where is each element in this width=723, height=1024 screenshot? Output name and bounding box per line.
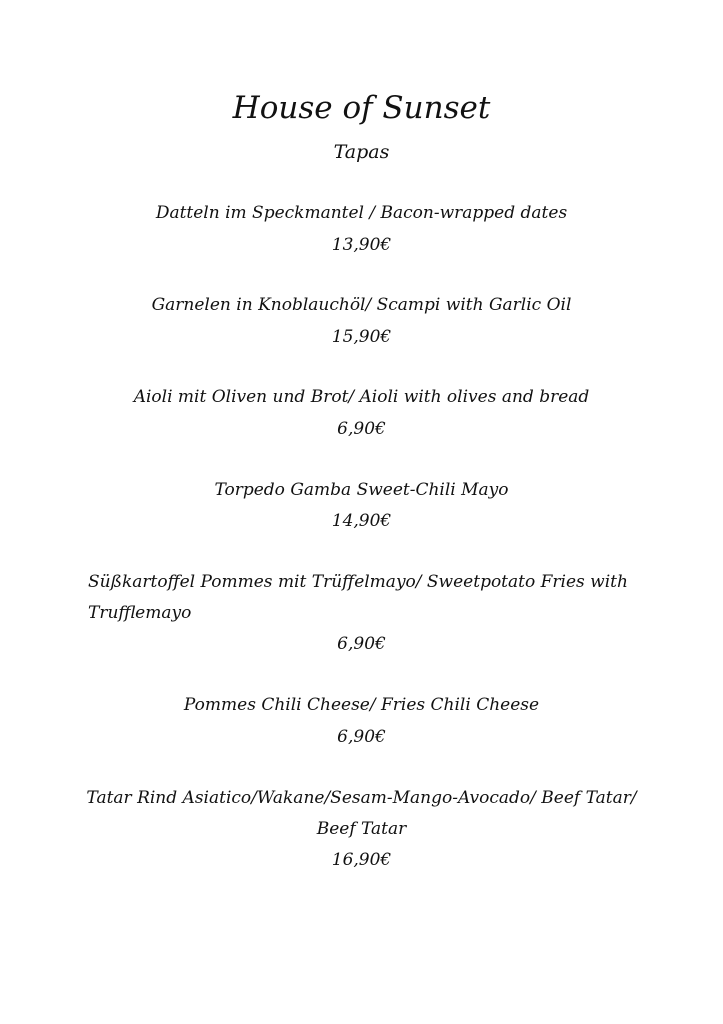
menu-item-name-line: Beef Tatar xyxy=(316,819,407,839)
restaurant-title: House of Sunset xyxy=(232,90,491,126)
menu-item-price: 6,90€ xyxy=(337,419,386,439)
menu-item-name: Datteln im Speckmantel / Bacon-wrapped dates xyxy=(155,203,568,223)
menu-item-price: 6,90€ xyxy=(337,634,386,654)
menu-item-price: 13,90€ xyxy=(331,235,392,255)
menu-item-name: Torpedo Gamba Sweet-Chili Mayo xyxy=(214,480,509,500)
menu-item-name: Pommes Chili Cheese/ Fries Chili Cheese xyxy=(183,695,540,715)
menu-item-name: Aioli mit Oliven und Brot/ Aioli with olives and bread xyxy=(133,387,590,407)
menu-item-price: 6,90€ xyxy=(337,727,386,747)
menu-item-price: 14,90€ xyxy=(331,511,392,531)
menu-item-price: 16,90€ xyxy=(331,850,392,870)
menu-item-name: Garnelen in Knoblauchöl/ Scampi with Garlic Oil xyxy=(151,295,572,315)
menu-section-title: Tapas xyxy=(333,141,390,163)
menu-item-name-line: Tatar Rind Asiatico/Wakane/Sesam-Mango-Avocado/ Beef Tatar/ xyxy=(86,788,637,808)
menu-item-name-line: Süßkartoffel Pommes mit Trüffelmayo/ Sweetpotato Fries with xyxy=(88,572,628,592)
menu-item-name-line: Trufflemayo xyxy=(88,603,192,623)
menu-item-price: 15,90€ xyxy=(331,327,392,347)
